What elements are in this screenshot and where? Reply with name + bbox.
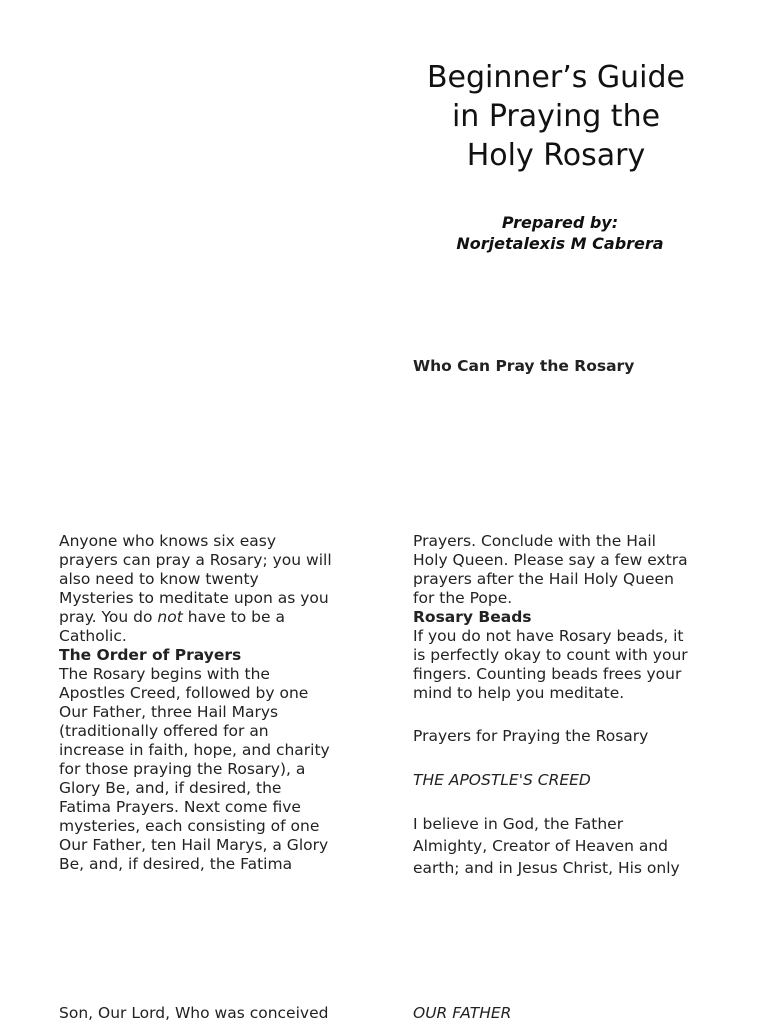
- conclude-line: for the Pope.: [413, 589, 513, 607]
- order-line: Be, and, if desired, the Fatima: [59, 855, 293, 873]
- creed-line: earth; and in Jesus Christ, His only: [413, 859, 680, 877]
- order-line: The Rosary begins with the: [59, 665, 270, 683]
- beads-line: If you do not have Rosary beads, it: [413, 627, 684, 645]
- intro-line: Mysteries to meditate upon as you: [59, 589, 329, 607]
- left-column: [59, 532, 359, 874]
- creed-continuation-line: Son, Our Lord, Who was conceived: [59, 1004, 329, 1022]
- beads-line: fingers. Counting beads frees your: [413, 665, 682, 683]
- order-line: mysteries, each consisting of one: [59, 817, 320, 835]
- intro-line: Anyone who knows six easy: [59, 532, 277, 550]
- beads-line: mind to help you meditate.: [413, 684, 625, 702]
- order-of-prayers-heading: The Order of Prayers: [59, 646, 242, 664]
- prayers-for-rosary-heading: Prayers for Praying the Rosary: [413, 727, 649, 745]
- pray-post: have to be a: [182, 608, 285, 626]
- order-line: (traditionally offered for an: [59, 722, 269, 740]
- intro-line: Catholic.: [59, 627, 127, 645]
- conclude-line: Prayers. Conclude with the Hail: [413, 532, 656, 550]
- conclude-line: Holy Queen. Please say a few extra: [413, 551, 688, 569]
- beads-line: is perfectly okay to count with your: [413, 646, 688, 664]
- creed-line: Almighty, Creator of Heaven and: [413, 837, 669, 855]
- right-column: [413, 532, 713, 703]
- our-father-heading: OUR FATHER: [413, 1004, 512, 1022]
- pray-pre: pray. You do: [59, 608, 158, 626]
- order-line: Fatima Prayers. Next come five: [59, 798, 301, 816]
- order-line: Apostles Creed, followed by one: [59, 684, 309, 702]
- title-line-1: Beginner’s Guide: [426, 60, 686, 95]
- rosary-beads-heading: Rosary Beads: [413, 608, 532, 626]
- author-name: Norjetalexis M Cabrera: [456, 234, 664, 253]
- who-can-pray-heading: Who Can Pray the Rosary: [413, 357, 635, 375]
- title-line-2: in Praying the: [451, 99, 661, 134]
- intro-line-pray: [59, 608, 359, 627]
- intro-line: prayers can pray a Rosary; you will: [59, 551, 332, 569]
- title-line-3: Holy Rosary: [466, 138, 646, 173]
- order-line: increase in faith, hope, and charity: [59, 741, 330, 759]
- pray-emphasis: not: [157, 608, 183, 626]
- creed-line: I believe in God, the Father: [413, 815, 624, 833]
- order-line: for those praying the Rosary), a: [59, 760, 306, 778]
- order-line: Our Father, ten Hail Marys, a Glory: [59, 836, 329, 854]
- conclude-line: prayers after the Hail Holy Queen: [413, 570, 674, 588]
- apostles-creed-heading: THE APOSTLE'S CREED: [413, 771, 591, 789]
- prepared-by-label: Prepared by:: [501, 213, 619, 232]
- creed-text: [413, 813, 713, 879]
- intro-line: also need to know twenty: [59, 570, 259, 588]
- order-line: Our Father, three Hail Marys: [59, 703, 279, 721]
- order-line: Glory Be, and, if desired, the: [59, 779, 282, 797]
- document-title: [400, 58, 712, 175]
- prepared-by-block: [420, 212, 700, 254]
